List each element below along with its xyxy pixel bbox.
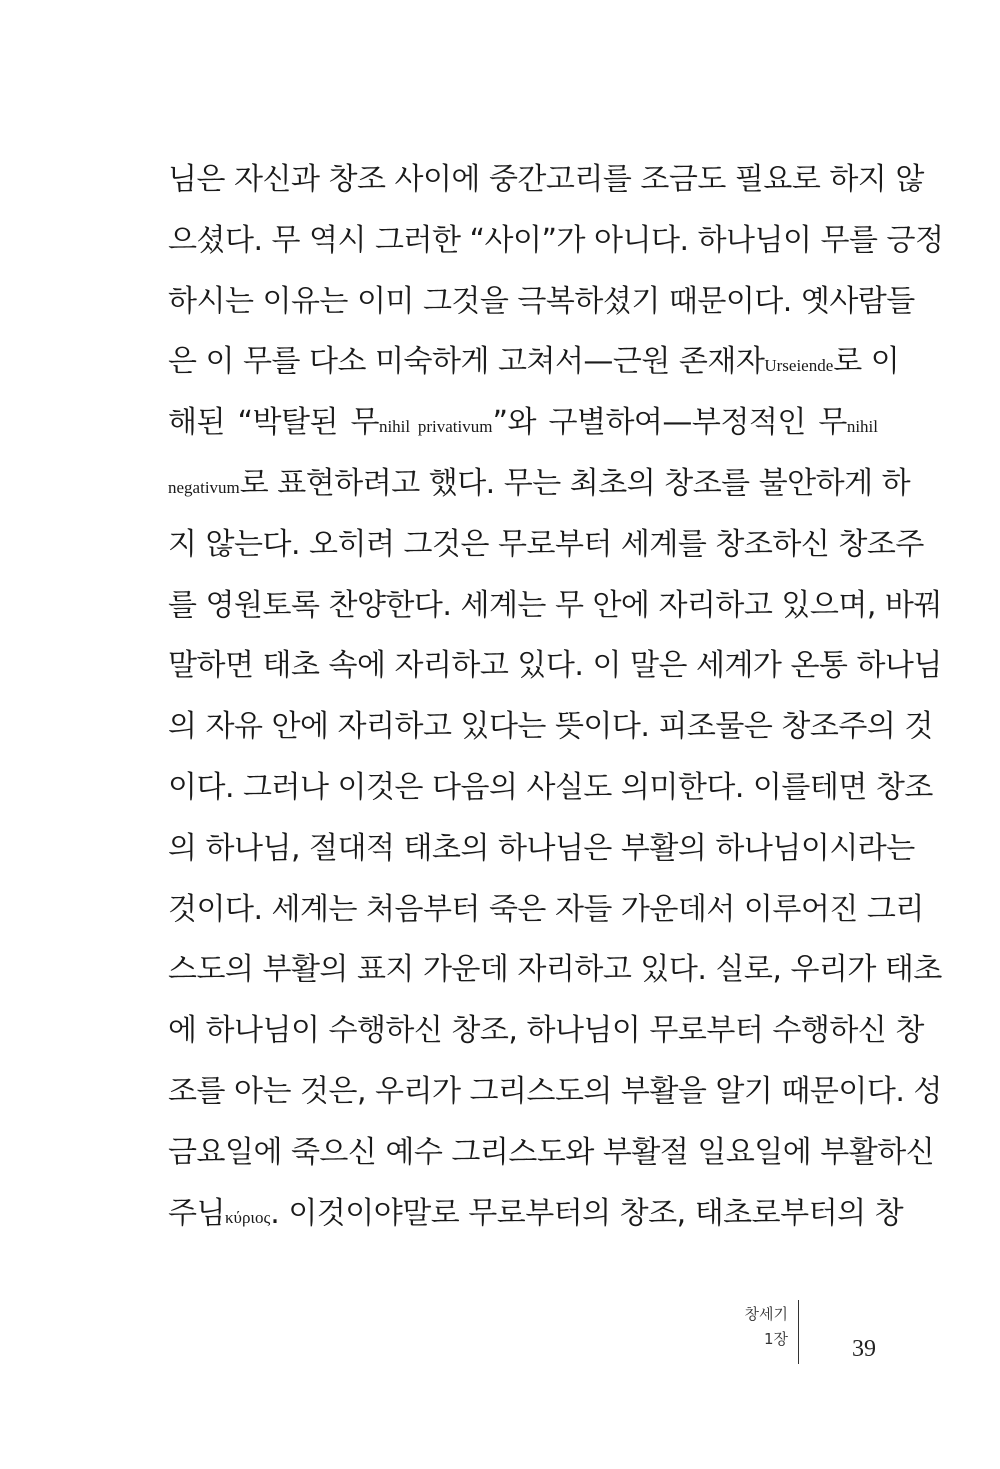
- text-run: 주님: [168, 1195, 225, 1231]
- text-run: 해된 “박탈된 무: [168, 405, 379, 441]
- text-run: ”와 구별하여—부정적인 무: [492, 405, 847, 441]
- text-run: 으셨다. 무 역시 그러한 “사이”가 아니다. 하나님이 무를 긍정: [168, 222, 944, 258]
- text-run: 를 영원토록 찬양한다. 세계는 무 안에 자리하고 있으며, 바꿔: [168, 587, 942, 623]
- text-run: 이다. 그러나 이것은 다음의 사실도 의미한다. 이를테면 창조: [168, 769, 933, 805]
- text-run: 로 표현하려고 했다. 무는 최초의 창조를 불안하게 하: [239, 465, 911, 501]
- text-run: 것이다. 세계는 처음부터 죽은 자들 가운데서 이루어진 그리: [168, 891, 924, 927]
- text-line: [168, 940, 942, 1001]
- text-run: . 이것이야말로 무로부터의 창조, 태초로부터의 창: [270, 1195, 904, 1231]
- text-line: [168, 393, 878, 454]
- text-line: [168, 576, 942, 637]
- text-line: [168, 454, 911, 515]
- text-line: [168, 211, 944, 272]
- text-line: [168, 880, 924, 941]
- text-line: [168, 758, 933, 819]
- text-line: [168, 272, 915, 333]
- text-run: 로 이: [833, 344, 900, 380]
- text-line: [168, 1184, 904, 1245]
- gloss-term: κύριος: [224, 1207, 271, 1227]
- text-line: [168, 1062, 942, 1123]
- text-run: 에 하나님이 수행하신 창조, 하나님이 무로부터 수행하신 창: [168, 1013, 924, 1049]
- text-run: 의 자유 안에 자리하고 있다는 뜻이다. 피조물은 창조주의 것: [168, 709, 933, 745]
- text-line: [168, 515, 924, 576]
- running-head: [668, 1302, 788, 1352]
- text-run: 하시는 이유는 이미 그것을 극복하셨기 때문이다. 옛사람들: [168, 283, 915, 319]
- text-run: 스도의 부활의 표지 가운데 자리하고 있다. 실로, 우리가 태초: [168, 952, 942, 988]
- text-line: [168, 697, 933, 758]
- body-text: [168, 150, 944, 1244]
- folio-divider: [798, 1300, 799, 1364]
- text-line: [168, 636, 942, 697]
- gloss-term: negativum: [168, 477, 240, 497]
- text-line: [168, 1123, 935, 1184]
- text-line: [168, 1001, 924, 1062]
- text-line: [168, 819, 915, 880]
- running-head-chapter: 1장: [763, 1330, 788, 1348]
- text-run: 지 않는다. 오히려 그것은 무로부터 세계를 창조하신 창조주: [168, 526, 924, 562]
- text-run: 말하면 태초 속에 자리하고 있다. 이 말은 세계가 온통 하나님: [168, 648, 942, 684]
- text-run: 조를 아는 것은, 우리가 그리스도의 부활을 알기 때문이다. 성: [168, 1073, 942, 1109]
- text-run: 의 하나님, 절대적 태초의 하나님은 부활의 하나님이시라는: [168, 830, 915, 866]
- text-line: [168, 332, 900, 393]
- gloss-term: Urseiende: [764, 356, 834, 376]
- gloss-term: nihil privativum: [378, 417, 493, 437]
- text-run: 은 이 무를 다소 미숙하게 고쳐서—근원 존재자: [168, 344, 765, 380]
- page-number: 39: [852, 1336, 876, 1362]
- running-head-book: 창세기: [744, 1305, 788, 1323]
- gloss-term: nihil: [846, 417, 878, 437]
- text-run: 님은 자신과 창조 사이에 중간고리를 조금도 필요로 하지 않: [168, 162, 924, 197]
- text-run: 금요일에 죽으신 예수 그리스도와 부활절 일요일에 부활하신: [168, 1134, 935, 1170]
- text-line: [168, 150, 924, 211]
